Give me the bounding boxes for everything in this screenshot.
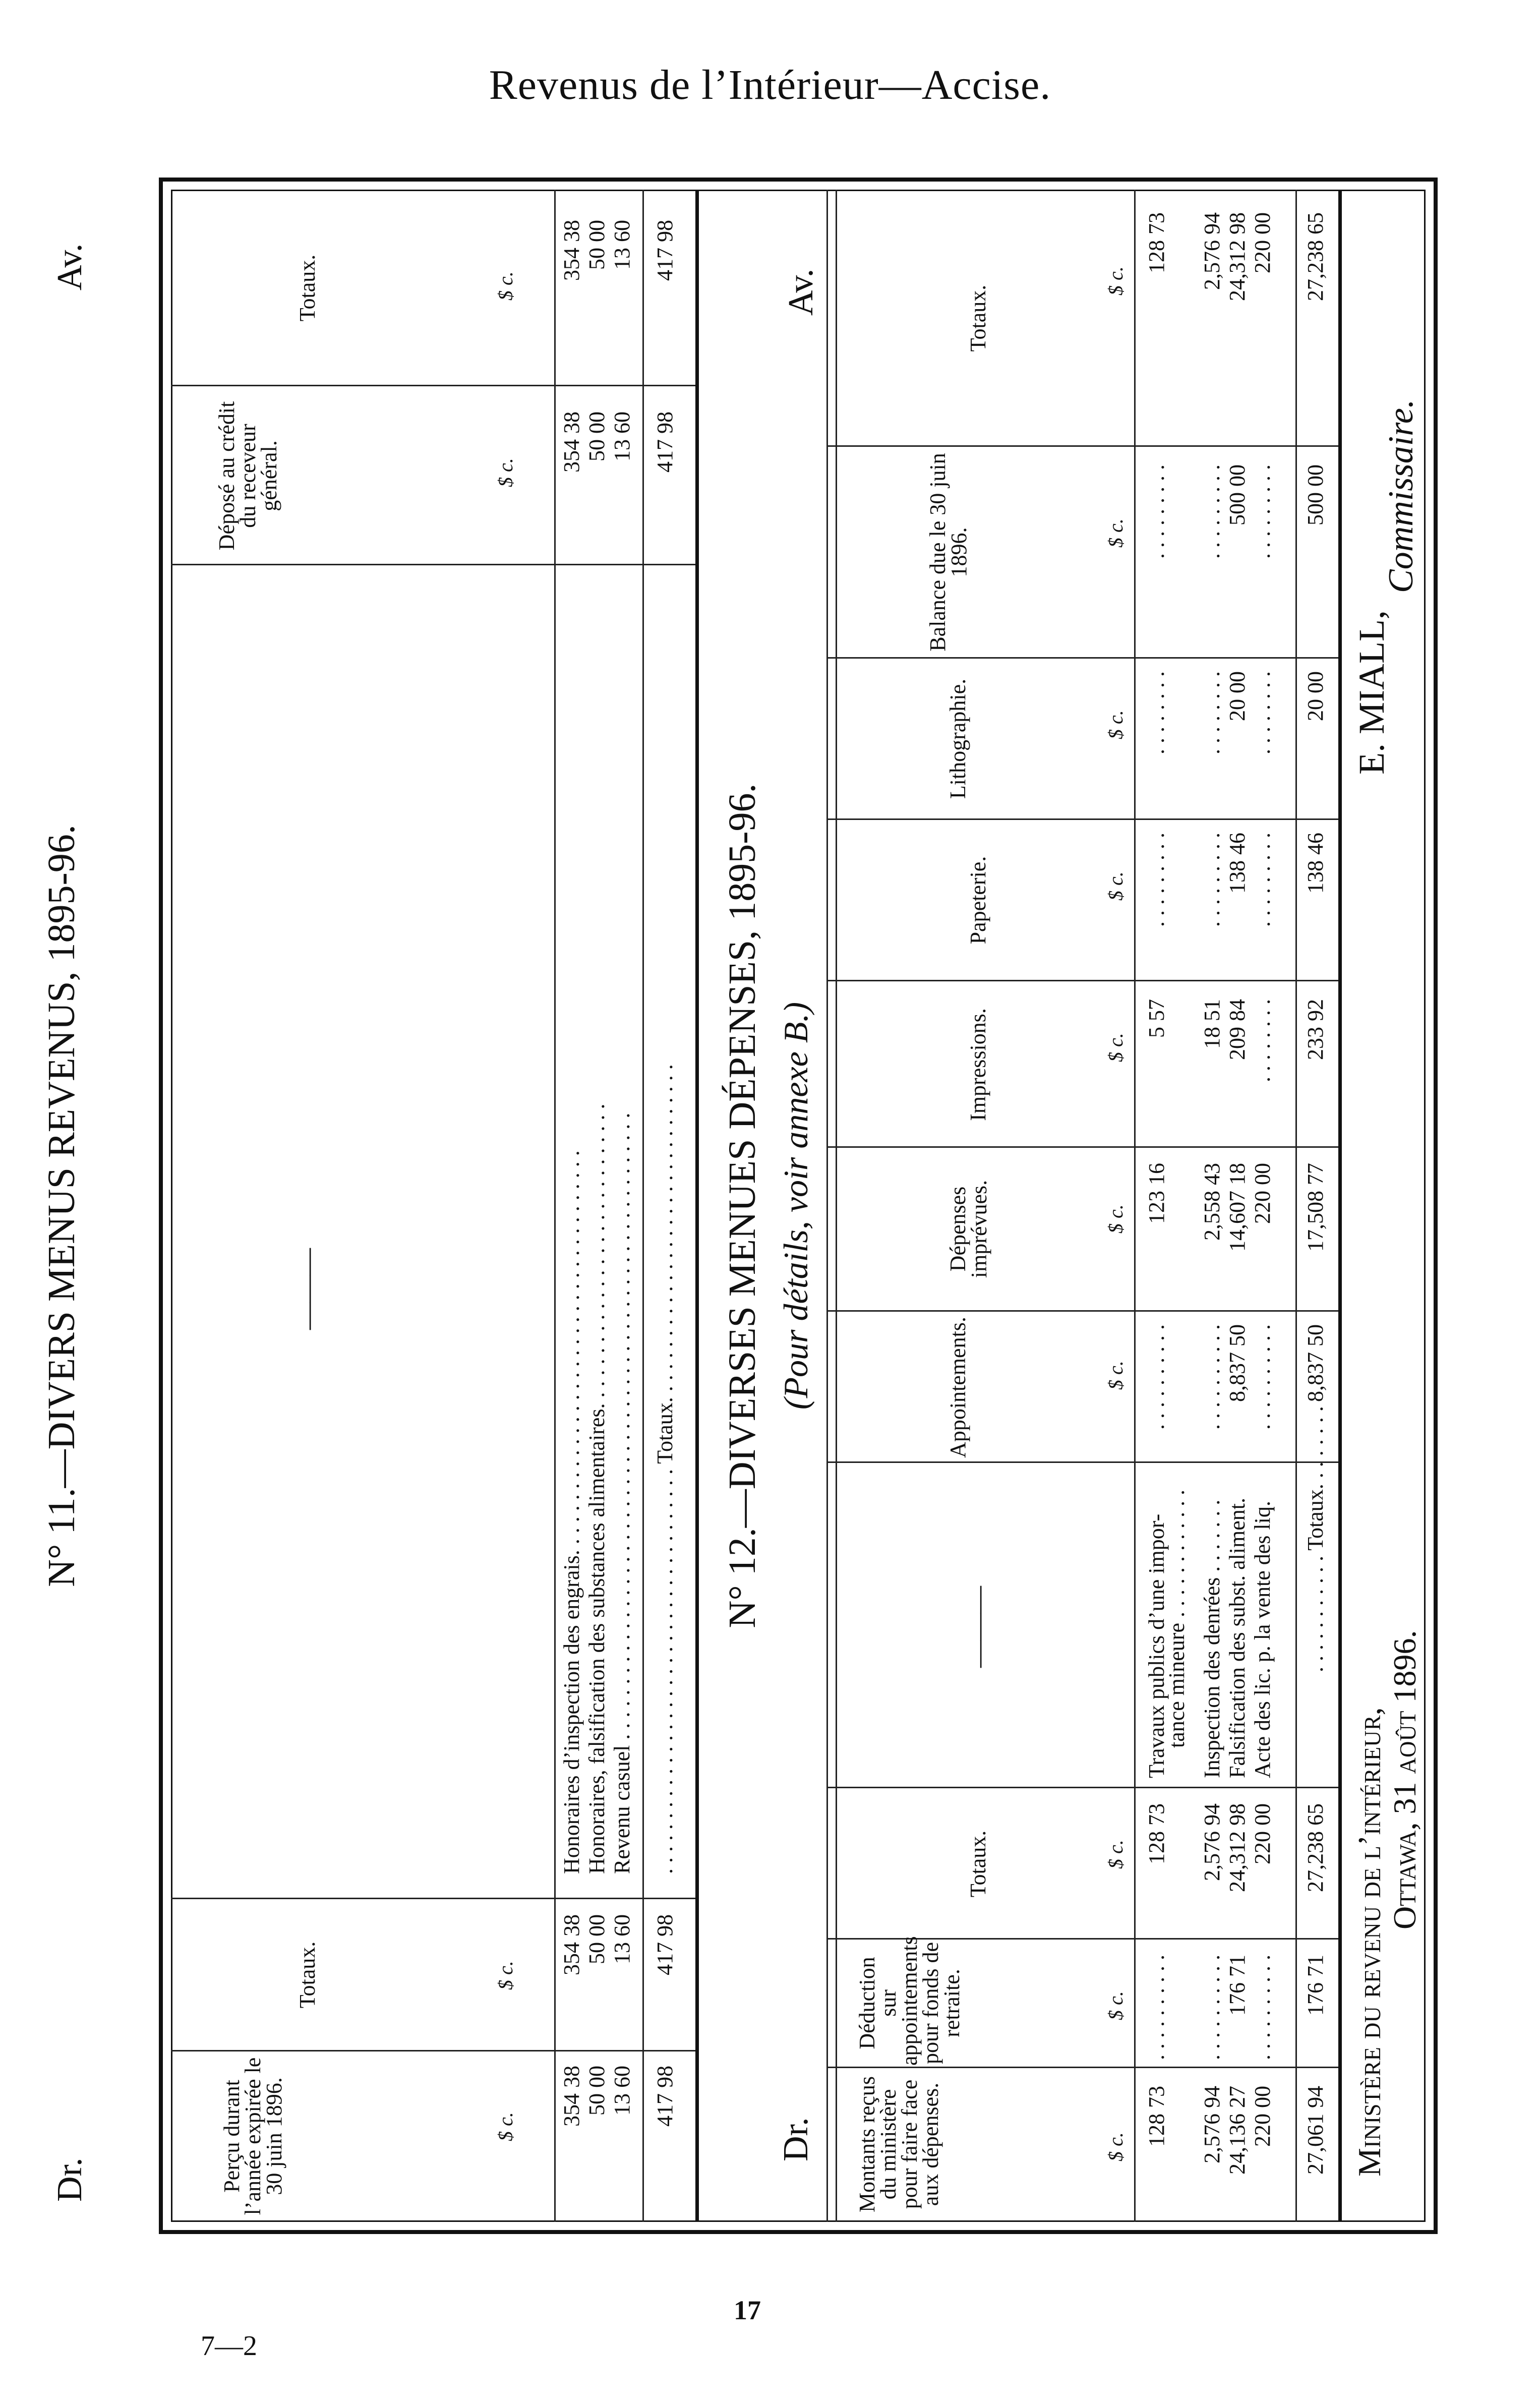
t12-currency-totaux: $ c.	[1104, 1840, 1127, 1869]
t12-top-line	[826, 190, 828, 2222]
t12-subtotal-line	[1295, 190, 1297, 2222]
t12-row-1-papeterie: . . . . . . . . .	[1144, 833, 1169, 927]
t12-row-1-montants: 128 73	[1144, 2086, 1169, 2147]
t12-col-divider-1	[826, 2067, 1338, 2068]
t12-total-totaux2: 27,238 65	[1303, 212, 1328, 301]
t12-row-4-lithographie: 20 00	[1225, 671, 1250, 721]
signature-mark: 7—2	[201, 2330, 257, 2362]
t12-top-line-double	[836, 190, 837, 2222]
t12-row-5-totaux2: 220 00	[1250, 212, 1275, 273]
t11-currency-totaux: $ c.	[494, 1961, 517, 1990]
t12-row-3-impressions: 18 51	[1200, 999, 1224, 1049]
t11-currency-totaux2: $ c.	[494, 271, 517, 301]
t12-header-totaux2: Totaux.	[966, 284, 990, 352]
t11-total-totaux2: 417 98	[653, 220, 677, 281]
t12-header-montants: Montants reçus du ministère pour faire face aux dépenses.	[855, 2076, 943, 2213]
t12-row-5-label: Acte des lic. p. la vente des liq.	[1250, 1501, 1275, 1778]
t12-row-3-montants: 2,576 94	[1200, 2086, 1224, 2163]
t11-col-divider-4	[171, 385, 695, 386]
t12-header-dash: ———	[963, 1586, 993, 1668]
t11-av-label: Av.	[50, 243, 89, 290]
t12-row-4-montants: 24,136 27	[1225, 2086, 1250, 2175]
t12-row-3-totaux: 2,576 94	[1200, 1803, 1224, 1881]
t12-header-impressions: Impressions.	[966, 1008, 990, 1121]
t12-currency-deduction: $ c.	[1104, 1991, 1127, 2020]
t11-col-divider-2	[171, 1898, 695, 1899]
t12-currency-papeterie: $ c.	[1104, 871, 1127, 901]
t11-total-totaux: 417 98	[653, 1914, 677, 1975]
t11-currency-percu: $ c.	[494, 2112, 517, 2141]
t12-row-3-deduction: . . . . . . . . . .	[1200, 1955, 1224, 2060]
t12-row-1-deduction: . . . . . . . . . .	[1144, 1955, 1169, 2060]
t11-title: N° 11.—DIVERS MENUS REVENUS, 1895-96.	[40, 825, 83, 1587]
t12-total-impressions: 233 92	[1303, 999, 1328, 1060]
t12-row-4-balance: 500 00	[1225, 464, 1250, 525]
t12-row-4-label: Falsification des subst. aliment.	[1225, 1497, 1250, 1778]
t12-row-3-papeterie: . . . . . . . . .	[1200, 833, 1224, 927]
t12-total-balance: 500 00	[1303, 464, 1328, 525]
t12-row-1-totaux: 128 73	[1144, 1803, 1169, 1864]
t12-total-lithographie: 20 00	[1303, 671, 1328, 721]
t12-col-divider-10	[826, 445, 1338, 447]
t12-col-divider-3	[826, 1787, 1338, 1788]
t12-currency-lithographie: $ c.	[1104, 710, 1127, 739]
t12-currency-montants: $ c.	[1104, 2132, 1127, 2161]
t11-row-3-depose: 13 60	[610, 412, 634, 461]
t12-row-1-label: Travaux publics d’une impor-	[1144, 1513, 1169, 1778]
t12-title: N° 12.—DIVERSES MENUES DÉPENSES, 1895-96.	[721, 783, 763, 1628]
t12-header-lithographie: Lithographie.	[945, 678, 970, 799]
t12-row-4-imprevues: 14,607 18	[1225, 1163, 1250, 1252]
t12-row-3-imprevues: 2,558 43	[1200, 1163, 1224, 1241]
t12-row-5-appointements: . . . . . . . . . .	[1250, 1324, 1275, 1430]
t11-row-1-percu: 354 38	[559, 2066, 584, 2127]
t12-header-balance: Balance due le 30 juin 1896.	[925, 453, 971, 652]
t12-av-label: Av.	[782, 268, 820, 316]
t12-row-5-deduction: . . . . . . . . . .	[1250, 1955, 1275, 2060]
t12-currency-imprevues: $ c.	[1104, 1204, 1127, 1234]
t11-currency-depose: $ c.	[494, 458, 517, 487]
t12-row-1-appointements: . . . . . . . . . .	[1144, 1324, 1169, 1430]
t12-col-divider-7	[826, 980, 1338, 981]
t12-bottom-rule	[1338, 190, 1342, 2222]
footer-signatory: E. MIALL,	[1351, 610, 1392, 775]
t12-header-bottom-line	[1134, 190, 1136, 2222]
footer-ministry: Ministère du revenu de l’intérieur,	[1351, 1707, 1387, 2177]
t11-row-2-label: Honoraires, falsification des substances alimentaires. . . . . . . . . . . . . . . . . . . . . . . . . . . .	[584, 1103, 609, 1874]
t12-total-imprevues: 17,508 77	[1303, 1163, 1328, 1252]
t12-col-divider-9	[826, 657, 1338, 659]
t12-row-5-imprevues: 220 00	[1250, 1163, 1275, 1224]
t11-header-depose: Déposé au crédit du receveur général.	[214, 401, 281, 551]
page-number: 17	[734, 2295, 761, 2325]
t12-row-4-totaux: 24,312 98	[1225, 1803, 1250, 1892]
t12-col-divider-6	[826, 1146, 1338, 1148]
t12-total-deduction: 176 71	[1303, 1955, 1328, 2016]
t12-currency-balance: $ c.	[1104, 518, 1127, 548]
t11-row-2-totaux: 50 00	[584, 1914, 609, 1964]
t11-row-3-totaux: 13 60	[610, 1914, 634, 1964]
t11-subtotal-line	[642, 190, 644, 2222]
t11-row-2-percu: 50 00	[584, 2066, 609, 2116]
page-title: Revenus de l’Intérieur—Accise.	[489, 62, 1051, 108]
t12-currency-impressions: $ c.	[1104, 1033, 1127, 1062]
t12-row-1-impressions: 5 57	[1144, 999, 1169, 1038]
t12-row-5-totaux: 220 00	[1250, 1803, 1275, 1864]
t12-row-5-balance: . . . . . . . . .	[1250, 464, 1275, 559]
t12-dr-label: Dr.	[777, 2117, 815, 2161]
t12-row-3-balance: . . . . . . . . .	[1200, 464, 1224, 559]
t12-row-1-imprevues: 123 16	[1144, 1163, 1169, 1224]
t11-total-percu: 417 98	[653, 2066, 677, 2127]
t11-bottom-rule	[695, 190, 699, 2222]
t12-col-divider-5	[826, 1310, 1338, 1312]
t11-col-divider-3	[171, 564, 695, 565]
t12-row-4-appointements: 8,837 50	[1225, 1324, 1250, 1402]
footer-signatory-title: Commissaire.	[1382, 399, 1420, 593]
t12-row-1-balance: . . . . . . . . .	[1144, 464, 1169, 559]
t11-row-3-percu: 13 60	[610, 2066, 634, 2116]
t12-row-1-totaux2: 128 73	[1144, 212, 1169, 273]
t12-header-totaux: Totaux.	[966, 1830, 990, 1898]
t11-total-label: . . . . . . . . . . . . . . . . . . . . . . . . . . . . . . . . . . . . . Totaux. . . . . . . . . . . . . . . . . . . . . . . . . . . . . . .	[653, 1064, 677, 1874]
t12-currency-totaux2: $ c.	[1104, 266, 1127, 296]
t12-col-divider-4	[826, 1461, 1338, 1463]
t12-row-3-label: Inspection des denrées . . . . . . .	[1200, 1499, 1224, 1778]
t11-header-percu: Perçu durant l’année expirée le 30 juin 1896.	[219, 2057, 286, 2215]
t12-header-appointements: Appointements.	[945, 1317, 970, 1458]
t11-row-1-totaux: 354 38	[559, 1914, 584, 1975]
t11-col-divider-1	[171, 2050, 695, 2051]
t11-header-totaux2: Totaux.	[295, 254, 320, 322]
t12-header-imprevues: Dépenses imprévues.	[945, 1180, 991, 1278]
t12-row-1-lithographie: . . . . . . . .	[1144, 671, 1169, 754]
t11-header-dash: ———	[292, 1248, 323, 1330]
footer-place-date: Ottawa, 31 août 1896.	[1387, 1630, 1423, 1929]
t11-row-1-depose: 354 38	[559, 412, 584, 473]
t11-total-depose: 417 98	[653, 412, 677, 473]
t12-total-montants: 27,061 94	[1303, 2086, 1328, 2175]
t12-row-3-totaux2: 2,576 94	[1200, 212, 1224, 290]
t12-row-4-totaux2: 24,312 98	[1225, 212, 1250, 301]
t11-row-1-label: Honoraires d’inspection des engrais. . . . . . . . . . . . . . . . . . . . . . . . . . . . . . . . . . . . .	[559, 1150, 584, 1874]
t12-total-appointements: 8,837 50	[1303, 1324, 1328, 1402]
t12-header-papeterie: Papeterie.	[966, 856, 990, 945]
t12-row-5-impressions: . . . . . . . .	[1250, 999, 1275, 1082]
t12-row-4-papeterie: 138 46	[1225, 833, 1250, 894]
t12-row-5-papeterie: . . . . . . . . .	[1250, 833, 1275, 927]
t12-row-4-impressions: 209 84	[1225, 999, 1250, 1060]
t11-header-bottom-line	[554, 190, 556, 2222]
t11-row-3-totaux2: 13 60	[610, 220, 634, 270]
t11-row-1-totaux2: 354 38	[559, 220, 584, 281]
t12-row-5-lithographie: . . . . . . . .	[1250, 671, 1275, 754]
t12-total-label: . . . . . . . . . . . Totaux. . . . . . . .	[1303, 1406, 1328, 1672]
t12-row-2-label: tance mineure . . . . . . . . . . . .	[1164, 1490, 1189, 1748]
t11-dr-label: Dr.	[50, 2157, 89, 2202]
t11-row-2-depose: 50 00	[584, 412, 609, 461]
t12-row-4-deduction: 176 71	[1225, 1955, 1250, 2016]
t11-header-totaux: Totaux.	[295, 1941, 320, 2009]
rotated-ledger	[40, 190, 1426, 2222]
t12-col-divider-8	[826, 818, 1338, 820]
t12-subtitle: (Pour détails, voir annexe B.)	[777, 1002, 815, 1410]
t12-header-deduction: Déduction sur appointements pour fonds de retraite.	[855, 1936, 964, 2066]
t11-row-3-label: Revenu casuel . . . . . . . . . . . . . . . . . . . . . . . . . . . . . . . . . . . . . . . . . . . . . . . . . . . . . . . . .	[610, 1112, 634, 1874]
t12-total-papeterie: 138 46	[1303, 833, 1328, 894]
t12-currency-appointements: $ c.	[1104, 1361, 1127, 1390]
t12-row-5-montants: 220 00	[1250, 2086, 1275, 2147]
t12-total-totaux: 27,238 65	[1303, 1803, 1328, 1892]
t12-row-3-lithographie: . . . . . . . .	[1200, 671, 1224, 754]
t12-row-3-appointements: . . . . . . . . . .	[1200, 1324, 1224, 1430]
t11-row-2-totaux2: 50 00	[584, 220, 609, 270]
